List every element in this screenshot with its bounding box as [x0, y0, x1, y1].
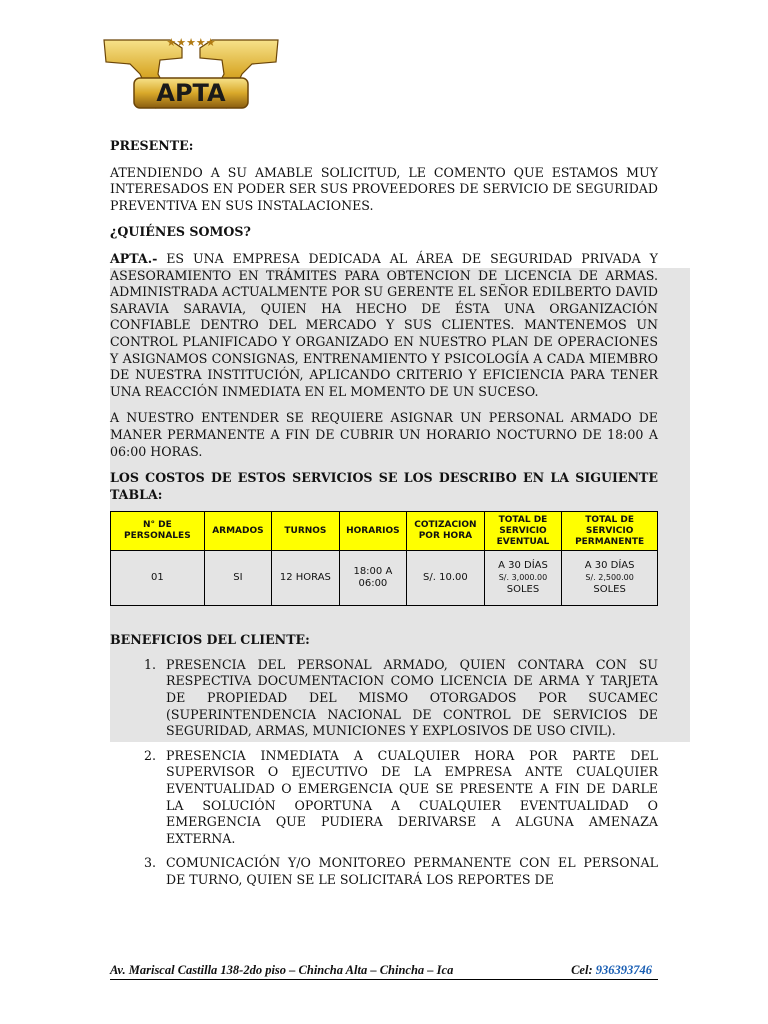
table-row — [111, 551, 658, 606]
list-item — [110, 748, 658, 848]
th-cotizacion: COTIZACION POR HORA — [407, 512, 485, 551]
permanente-currency: SOLES — [593, 584, 626, 596]
footer — [110, 963, 658, 980]
who-paragraph — [110, 251, 658, 400]
th-armados: ARMADOS — [204, 512, 271, 551]
benefits-heading: BENEFICIOS DEL CLIENTE: — [110, 632, 310, 648]
benefit-number: 2. — [143, 747, 156, 763]
benefit-text: PRESENCIA INMEDIATA A CUALQUIER HORA POR PARTE DEL SUPERVISOR O EJECUTIVO DE LA EMPRESA ANTE CUALQUIER EVENTUALIDAD O EMERGENCIA QUE SE PRESENTE A FIN DE DARLE LA SOLUCIÓN OPORTUNA A CUALQUIER EVENTUALIDAD O EMERGENCIA QUE PUDIERA DERIVARSE A ALGUNA AMENAZA EXTERNA. — [166, 747, 658, 846]
logo-text: APTA — [156, 79, 226, 107]
permanente-amount: S/. 2,500.00 — [585, 573, 634, 583]
apta-logo — [100, 30, 282, 130]
cell-cotizacion: S/. 10.00 — [407, 551, 485, 606]
who-lead: APTA.- — [110, 250, 158, 266]
footer-cel — [571, 963, 652, 978]
eventual-currency: SOLES — [506, 584, 540, 596]
who-heading: ¿QUIÉNES SOMOS? — [110, 224, 251, 240]
intro-paragraph: ATENDIENDO A SU AMABLE SOLICITUD, LE COMENTO QUE ESTAMOS MUY INTERESADOS EN PODER SER SUS PROVEEDORES DE SERVICIO DE SEGURIDAD PREVENTIVA EN SUS INSTALACIONES. — [110, 164, 658, 213]
benefit-number: 3. — [143, 855, 156, 871]
phone-number: 936393746 — [595, 963, 652, 977]
cell-personales: 01 — [111, 551, 205, 606]
cell-eventual — [484, 551, 562, 606]
logo-stars: ★★★★★ — [166, 36, 216, 49]
benefits-list — [110, 657, 658, 889]
cel-label: Cel: — [571, 963, 593, 977]
list-item — [110, 657, 658, 740]
th-permanente: TOTAL DE SERVICIO PERMANENTE — [562, 512, 658, 551]
who-text: ES UNA EMPRESA DEDICADA AL ÁREA DE SEGURIDAD PRIVADA Y ASESORAMIENTO EN TRÁMITES PARA OBTENCION DE LICENCIA DE ARMAS. ADMINISTRADA ACTUALMENTE POR SU GERENTE EL SEÑOR EDILBERTO DAVID SARAVIA SARAVIA, QUIEN HA HECHO DE ÉSTA UNA ORGANIZACIÓN CONFIABLE DENTRO DEL MERCADO Y SUS CLIENTES. MANTENEMOS UN CONTROL PLANIFICADO Y ORGANIZADO EN NUESTRO PLAN DE OPERACIONES Y ASIGNAMOS CONSIGNAS, ENTRENAMIENTO Y PSICOLOGÍA A CADA MIEMBRO DE NUESTRA INSTITUCIÓN, APLICANDO CRITERIO Y EFICIENCIA PARA TENER UNA REACCIÓN INMEDIATA EN EL MOMENTO DE UN SUCESO. — [110, 250, 658, 399]
table-header-row — [111, 512, 658, 551]
footer-address: Av. Mariscal Castilla 138-2do piso – Chincha Alta – Chincha – Ica — [110, 963, 454, 977]
eventual-days: A 30 DÍAS — [498, 560, 548, 572]
requirement-paragraph: A NUESTRO ENTENDER SE REQUIERE ASIGNAR UN PERSONAL ARMADO DE MANER PERMANENTE A FIN DE CUBRIR UN HORARIO NOCTURNO DE 18:00 A 06:00 HORAS. — [110, 410, 658, 459]
benefit-number: 1. — [143, 656, 156, 672]
cell-turnos: 12 HORAS — [272, 551, 339, 606]
th-horarios: HORARIOS — [339, 512, 406, 551]
th-eventual: TOTAL DE SERVICIO EVENTUAL — [484, 512, 562, 551]
benefit-text: PRESENCIA DEL PERSONAL ARMADO, QUIEN CONTARA CON SU RESPECTIVA DOCUMENTACION COMO LICENCIA DE ARMA Y TARJETA DE PROPIEDAD DEL MISMO OTORGADOS POR SUCAMEC (SUPERINTENDENCIA NACIONAL DE CONTROL DE SERVICIOS DE SEGURIDAD, ARMAS, MUNICIONES Y EXPLOSIVOS DE USO CIVIL). — [166, 656, 658, 739]
greeting: PRESENTE: — [110, 138, 194, 153]
letter-body — [110, 138, 658, 897]
th-turnos: TURNOS — [272, 512, 339, 551]
list-item — [110, 855, 658, 888]
costs-table — [110, 511, 658, 606]
costs-heading: LOS COSTOS DE ESTOS SERVICIOS SE LOS DESCRIBO EN LA SIGUIENTE TABLA: — [110, 470, 658, 502]
permanente-days: A 30 DÍAS — [584, 560, 635, 572]
cell-horarios: 18:00 A 06:00 — [339, 551, 406, 606]
benefit-text: COMUNICACIÓN Y/O MONITOREO PERMANENTE CON EL PERSONAL DE TURNO, QUIEN SE LE SOLICITARÁ LOS REPORTES DE — [166, 855, 658, 887]
th-personales: N° DE PERSONALES — [111, 512, 205, 551]
eventual-amount: S/. 3,000.00 — [498, 573, 548, 583]
cell-armados: SI — [204, 551, 271, 606]
cell-permanente — [562, 551, 658, 606]
